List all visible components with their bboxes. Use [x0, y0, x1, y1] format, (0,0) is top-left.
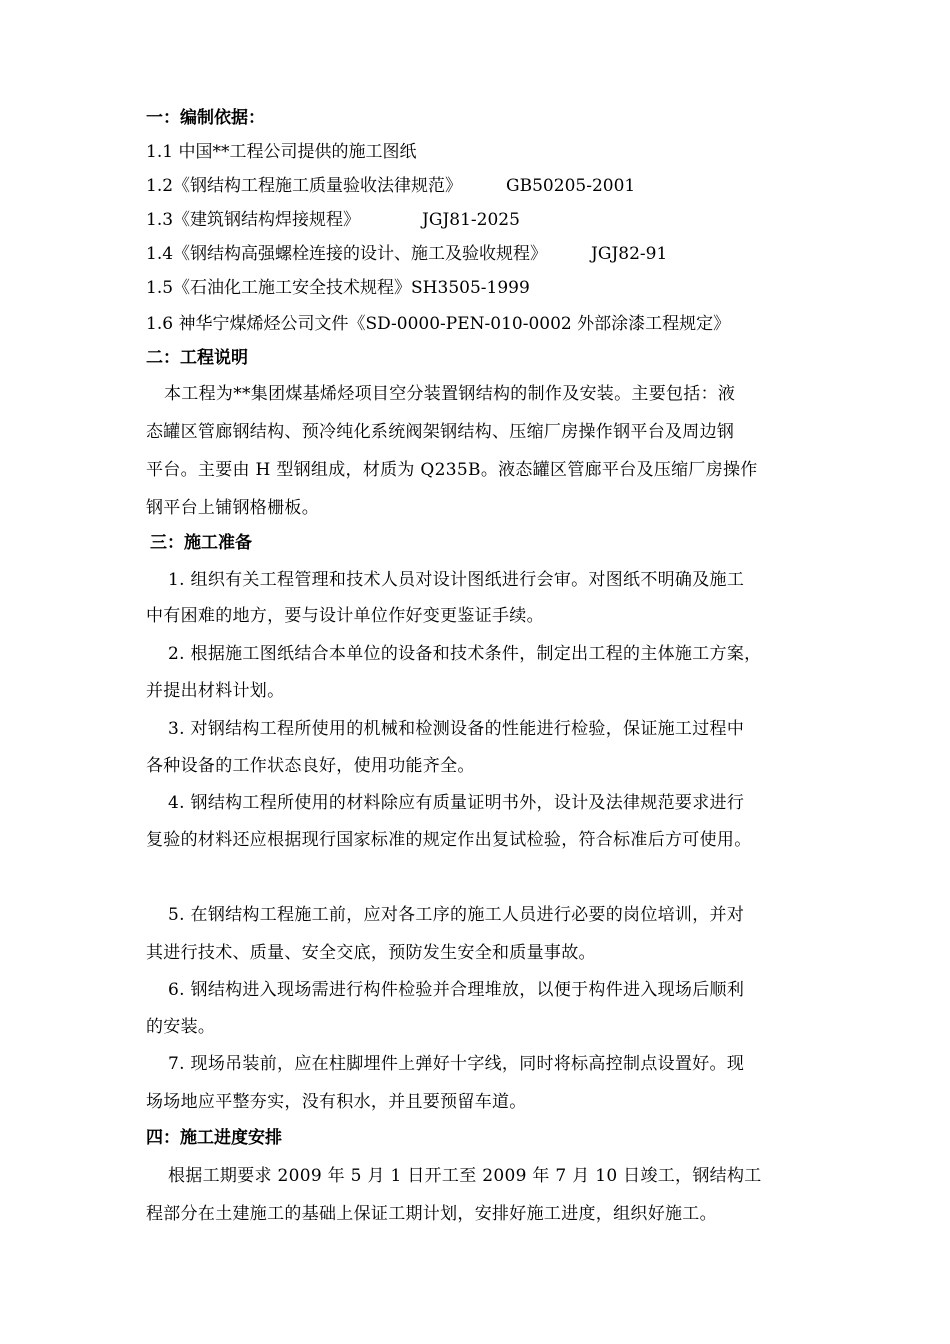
- reference-item: [146, 175, 635, 197]
- section-heading-preparation: 三：施工准备: [150, 533, 252, 553]
- paragraph-line: 4. 钢结构工程所使用的材料除应有质量证明书外，设计及法律规范要求进行: [168, 793, 745, 813]
- reference-item: [146, 209, 520, 231]
- standard-code: GB50205-2001: [506, 176, 636, 196]
- paragraph-line: 各种设备的工作状态良好，使用功能齐全。: [146, 756, 475, 776]
- reference-text: 1.6 神华宁煤烯烃公司文件《SD-0000-PEN-010-0002 外部涂漆工程规定》: [146, 314, 731, 334]
- paragraph-line: 并提出材料计划。: [146, 681, 285, 701]
- reference-text: 1.2《钢结构工程施工质量验收法律规范》: [146, 176, 463, 196]
- reference-text: 1.3《建筑钢结构焊接规程》: [146, 210, 361, 230]
- paragraph-line: 复验的材料还应根据现行国家标准的规定作出复试检验，符合标准后方可使用。: [146, 830, 752, 850]
- paragraph-line: 3. 对钢结构工程所使用的机械和检测设备的性能进行检验，保证施工过程中: [168, 719, 745, 739]
- paragraph-line: 其进行技术、质量、安全交底，预防发生安全和质量事故。: [146, 943, 596, 963]
- reference-item: [146, 313, 730, 335]
- section-heading-project: 二：工程说明: [146, 348, 248, 368]
- reference-item: [146, 243, 667, 265]
- paragraph-line: 5. 在钢结构工程施工前，应对各工序的施工人员进行必要的岗位培训，并对: [168, 905, 745, 925]
- paragraph-line: 根据工期要求 2009 年 5 月 1 日开工至 2009 年 7 月 10 日竣工，钢结构工: [168, 1166, 762, 1186]
- paragraph-line: 平台。主要由 H 型钢组成，材质为 Q235B。液态罐区管廊平台及压缩厂房操作: [146, 460, 758, 480]
- paragraph-line: 2. 根据施工图纸结合本单位的设备和技术条件，制定出工程的主体施工方案，: [168, 644, 762, 664]
- reference-text: 1.1 中国**工程公司提供的施工图纸: [146, 142, 417, 162]
- standard-code: JGJ81-2025: [422, 210, 520, 230]
- paragraph-line: 中有困难的地方，要与设计单位作好变更鉴证手续。: [146, 606, 544, 626]
- reference-text: 1.5《石油化工施工安全技术规程》SH3505-1999: [146, 278, 530, 298]
- reference-text: 1.4《钢结构高强螺栓连接的设计、施工及验收规程》: [146, 244, 548, 264]
- paragraph-line: 本工程为**集团煤基烯烃项目空分装置钢结构的制作及安装。主要包括：液: [164, 384, 736, 404]
- paragraph-line: 钢平台上铺钢格栅板。: [146, 498, 319, 518]
- reference-item: [146, 141, 416, 163]
- paragraph-line: 态罐区管廊钢结构、预冷纯化系统阀架钢结构、压缩厂房操作钢平台及周边钢: [146, 422, 735, 442]
- paragraph-line: 6. 钢结构进入现场需进行构件检验并合理堆放，以便于构件进入现场后顺利: [168, 980, 745, 1000]
- paragraph-line: 的安装。: [146, 1017, 216, 1037]
- paragraph-line: 程部分在土建施工的基础上保证工期计划，安排好施工进度，组织好施工。: [146, 1204, 717, 1224]
- paragraph-line: 7. 现场吊装前，应在柱脚埋件上弹好十字线，同时将标高控制点设置好。现: [168, 1054, 745, 1074]
- standard-code: JGJ82-91: [591, 244, 668, 264]
- paragraph-line: 场场地应平整夯实，没有积水，并且要预留车道。: [146, 1092, 527, 1112]
- section-heading-basis: 一：编制依据：: [146, 108, 265, 128]
- paragraph-line: 1. 组织有关工程管理和技术人员对设计图纸进行会审。对图纸不明确及施工: [168, 570, 745, 590]
- section-heading-schedule: 四：施工进度安排: [146, 1128, 282, 1148]
- reference-item: [146, 277, 530, 299]
